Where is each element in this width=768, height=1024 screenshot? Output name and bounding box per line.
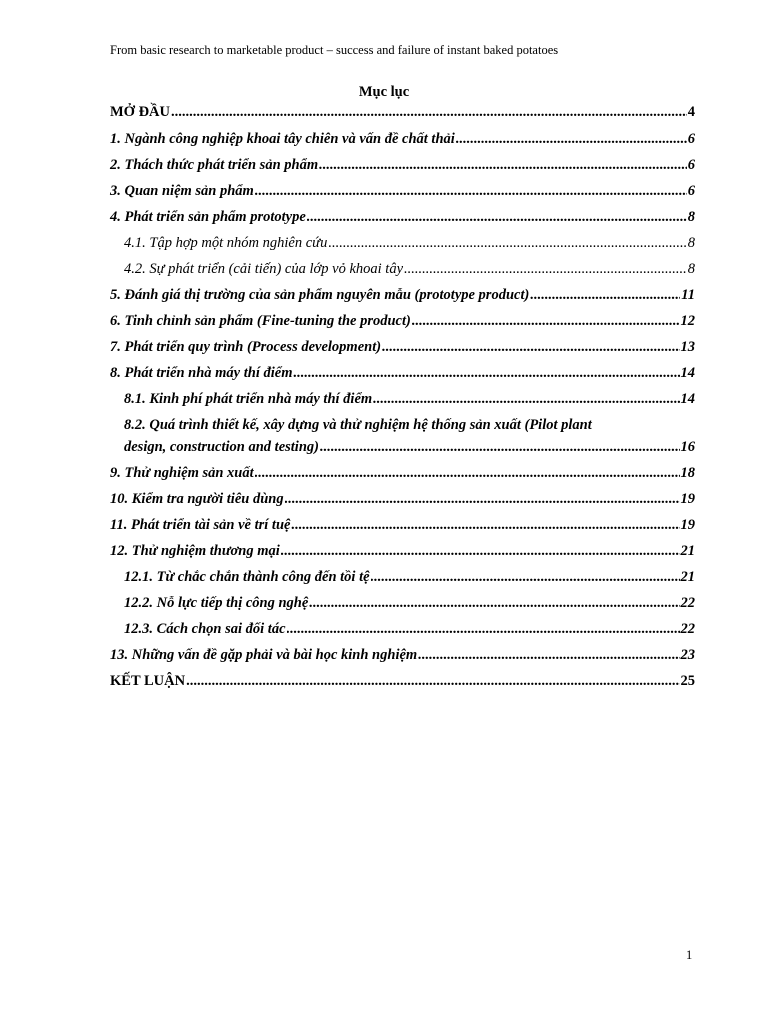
toc-entry-page: 23 xyxy=(680,647,695,663)
dot-leader xyxy=(309,595,679,612)
toc-entry-8-1[interactable] xyxy=(110,391,695,408)
dot-leader xyxy=(373,391,679,408)
dot-leader xyxy=(371,569,680,586)
toc-entry-7[interactable] xyxy=(110,339,695,356)
dot-leader xyxy=(293,365,679,382)
toc-entry-6[interactable] xyxy=(110,313,695,330)
toc-entry-label: 4. Phát triển sản phẩm prototype xyxy=(110,209,306,225)
toc-entry-12[interactable] xyxy=(110,543,695,560)
dot-leader xyxy=(255,465,680,482)
toc-entry-page: 22 xyxy=(680,621,695,637)
dot-leader xyxy=(287,621,680,638)
table-of-contents xyxy=(110,104,695,690)
dot-leader xyxy=(320,439,680,456)
running-header: From basic research to marketable product – success and failure of instant baked potatoes xyxy=(110,43,559,57)
toc-entry-label: 4.1. Tập hợp một nhóm nghiên cứu xyxy=(124,235,328,251)
toc-entry-label: 5. Đánh giá thị trường của sản phẩm nguyên mẫu (prototype product) xyxy=(110,287,530,303)
toc-entry-label-line2: design, construction and testing) xyxy=(124,439,319,455)
toc-entry-page: 18 xyxy=(680,465,695,481)
toc-entry-page: 8 xyxy=(687,235,695,251)
dot-leader xyxy=(456,131,687,148)
toc-entry-12-3[interactable] xyxy=(110,621,695,638)
toc-entry-3[interactable] xyxy=(110,183,695,200)
toc-entry-4-2[interactable] xyxy=(110,261,695,278)
toc-entry-label: 9. Thử nghiệm sản xuất xyxy=(110,465,254,481)
dot-leader xyxy=(382,339,679,356)
toc-entry-label: 12.2. Nỗ lực tiếp thị công nghệ xyxy=(124,595,309,611)
toc-entry-label: 3. Quan niệm sản phẩm xyxy=(110,183,254,199)
toc-entry-page: 6 xyxy=(687,183,695,199)
toc-entry-page: 25 xyxy=(680,673,695,689)
toc-entry-page: 8 xyxy=(687,261,695,277)
toc-entry-1[interactable] xyxy=(110,131,695,148)
toc-entry-page: 6 xyxy=(687,157,695,173)
toc-entry-page: 22 xyxy=(680,595,695,611)
dot-leader xyxy=(328,235,686,252)
toc-entry-label: 13. Những vấn đề gặp phải và bài học kinh nghiệm xyxy=(110,647,418,663)
toc-entry-label: 10. Kiểm tra người tiêu dùng xyxy=(110,491,284,507)
toc-entry-introduction[interactable] xyxy=(110,104,695,121)
toc-entry-page: 16 xyxy=(680,439,695,455)
toc-entry-12-2[interactable] xyxy=(110,595,695,612)
toc-entry-label: 6. Tinh chỉnh sản phẩm (Fine-tuning the product) xyxy=(110,313,411,329)
toc-entry-8-2[interactable] xyxy=(110,417,695,456)
toc-entry-label: MỞ ĐẦU xyxy=(110,104,171,120)
dot-leader xyxy=(530,287,680,304)
dot-leader xyxy=(307,209,687,226)
toc-entry-9[interactable] xyxy=(110,465,695,482)
toc-entry-page: 19 xyxy=(680,517,695,533)
toc-entry-page: 21 xyxy=(680,543,695,559)
toc-entry-4-1[interactable] xyxy=(110,235,695,252)
dot-leader xyxy=(404,261,687,278)
toc-entry-page: 13 xyxy=(680,339,695,355)
toc-entry-label: 12.3. Cách chọn sai đối tác xyxy=(124,621,286,637)
toc-entry-label: KẾT LUẬN xyxy=(110,673,186,689)
dot-leader xyxy=(291,517,679,534)
dot-leader xyxy=(285,491,680,508)
toc-entry-label: 7. Phát triển quy trình (Process development) xyxy=(110,339,382,355)
toc-entry-line2 xyxy=(124,439,695,456)
dot-leader xyxy=(281,543,680,560)
toc-title: Mục lục xyxy=(358,84,410,100)
dot-leader xyxy=(186,673,679,690)
toc-entry-page: 11 xyxy=(681,287,695,303)
toc-entry-4[interactable] xyxy=(110,209,695,226)
toc-entry-label: 8. Phát triển nhà máy thí điểm xyxy=(110,365,293,381)
toc-entry-page: 14 xyxy=(680,391,695,407)
toc-entry-2[interactable] xyxy=(110,157,695,174)
toc-entry-8[interactable] xyxy=(110,365,695,382)
toc-entry-page: 6 xyxy=(687,131,695,147)
dot-leader xyxy=(319,157,687,174)
dot-leader xyxy=(255,183,687,200)
toc-entry-page: 12 xyxy=(680,313,695,329)
toc-entry-conclusion[interactable] xyxy=(110,673,695,690)
toc-entry-10[interactable] xyxy=(110,491,695,508)
toc-entry-5[interactable] xyxy=(110,287,695,304)
toc-entry-page: 4 xyxy=(687,104,695,120)
toc-entry-page: 19 xyxy=(680,491,695,507)
toc-entry-label: 11. Phát triển tài sản về trí tuệ xyxy=(110,517,291,533)
toc-entry-label: 1. Ngành công nghiệp khoai tây chiên và vấn đề chất thải xyxy=(110,131,455,147)
page-number: 1 xyxy=(686,948,693,962)
toc-entry-label: 12.1. Từ chắc chắn thành công đến tồi tệ xyxy=(124,569,370,585)
toc-entry-13[interactable] xyxy=(110,647,695,664)
dot-leader xyxy=(171,104,687,121)
toc-entry-label: 4.2. Sự phát triển (cải tiến) của lớp vỏ khoai tây xyxy=(124,261,404,277)
toc-entry-page: 21 xyxy=(680,569,695,585)
toc-entry-label-line1: 8.2. Quá trình thiết kế, xây dựng và thử nghiệm hệ thống sản xuất (Pilot plant xyxy=(124,417,592,433)
toc-entry-label: 12. Thử nghiệm thương mại xyxy=(110,543,280,559)
toc-entry-11[interactable] xyxy=(110,517,695,534)
toc-entry-label: 2. Thách thức phát triển sản phẩm xyxy=(110,157,319,173)
toc-entry-12-1[interactable] xyxy=(110,569,695,586)
toc-entry-page: 8 xyxy=(687,209,695,225)
dot-leader xyxy=(418,647,679,664)
dot-leader xyxy=(412,313,680,330)
toc-entry-label: 8.1. Kinh phí phát triển nhà máy thí điểm xyxy=(124,391,373,407)
toc-entry-page: 14 xyxy=(680,365,695,381)
